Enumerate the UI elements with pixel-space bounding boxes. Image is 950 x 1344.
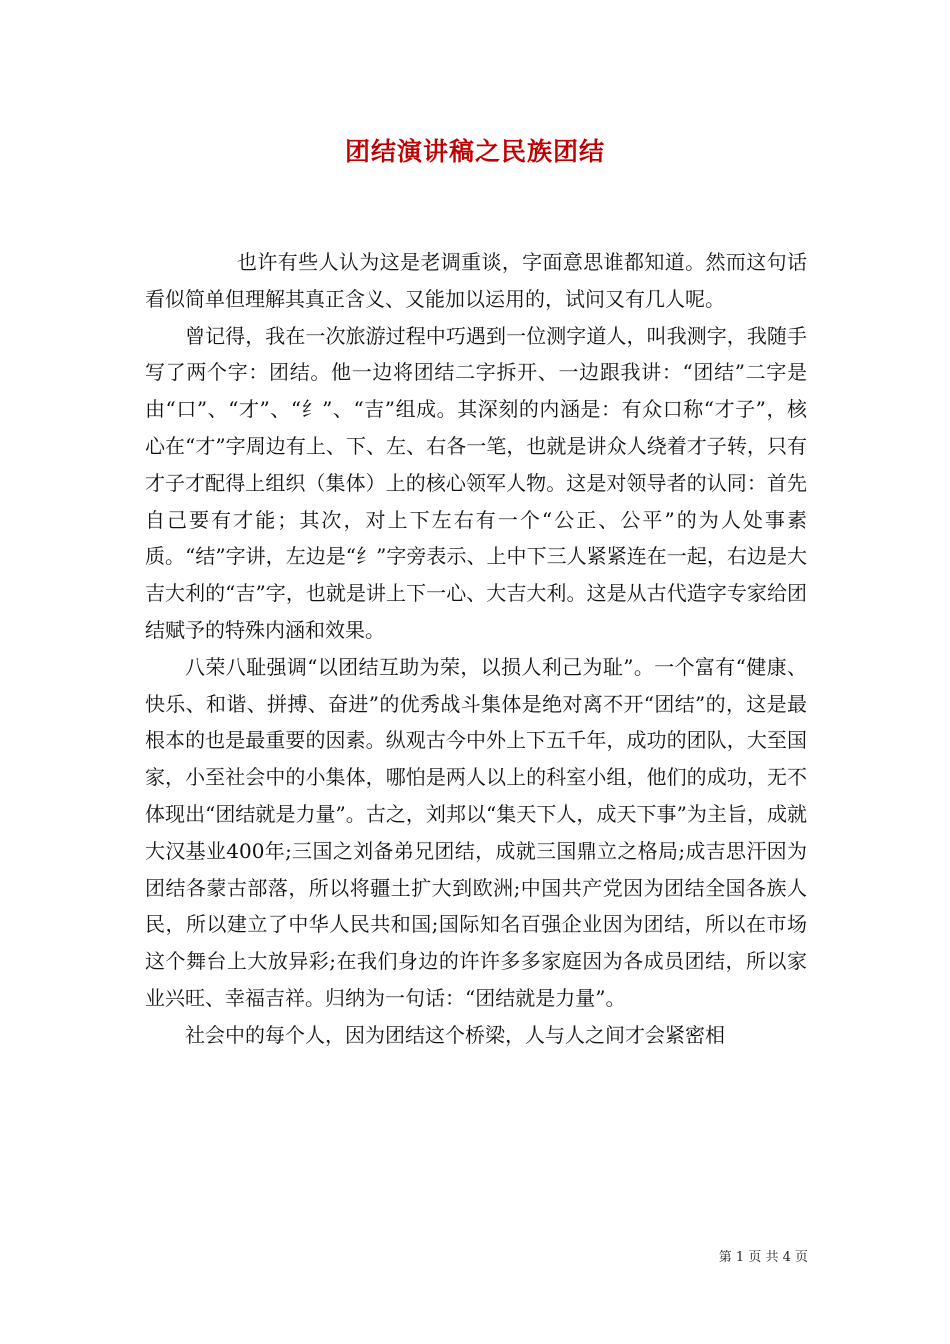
- paragraph-2: 曾记得，我在一次旅游过程中巧遇到一位测字道人，叫我测字，我随手写了两个字：团结。他一边将团结二字拆开、一边跟我讲：“团结”二字是由“口”、“才”、“纟”、“吉”组成。其深刻的内涵是：有众口称“才子”，核心在“才”字周边有上、下、左、右各一笔，也就是讲众人绕着才子转，只有才子才配得上组织（集体）上的核心领军人物。这是对领导者的认同：首先自己要有才能；其次，对上下左右有一个“公正、公平”的为人处事素质。“结”字讲，左边是“纟”字旁表示、上中下三人紧紧连在一起，右边是大吉大利的“吉”字，也就是讲上下一心、大吉大利。这是从古代造字专家给团结赋予的特殊内涵和效果。: [145, 323, 807, 642]
- paragraph-4: 社会中的每个人，因为团结这个桥梁，人与人之间才会紧密相: [185, 1022, 725, 1047]
- paragraph-1: 也许有些人认为这是老调重谈，字面意思谁都知道。然而这句话看似简单但理解其真正含义、又能加以运用的，试问又有几人呢。: [145, 250, 807, 311]
- paragraph-3: 八荣八耻强调“以团结互助为荣，以损人利己为耻”。一个富有“健康、快乐、和谐、拼搏、奋进”的优秀战斗集体是绝对离不开“团结”的，这是最根本的也是最重要的因素。纵观古今中外上下五千年，成功的团队，大至国家，小至社会中的小集体，哪怕是两人以上的科室小组，他们的成功，无不体现出“团结就是力量”。古之，刘邦以“集天下人，成天下事”为主旨，成就大汉基业400年;三国之刘备弟兄团结，成就三国鼎立之格局;成吉思汗因为团结各蒙古部落，所以将疆土扩大到欧洲;中国共产党因为团结全国各族人民，所以建立了中华人民共和国;国际知名百强企业因为团结，所以在市场这个舞台上大放异彩;在我们身边的许许多多家庭因为各成员团结，所以家业兴旺、幸福吉祥。归纳为一句话：“团结就是力量”。: [145, 654, 807, 1010]
- page-number: 第 1 页 共 4 页: [718, 1250, 808, 1265]
- page-title: 团结演讲稿之民族团结: [344, 137, 605, 166]
- document-body: [145, 244, 807, 1054]
